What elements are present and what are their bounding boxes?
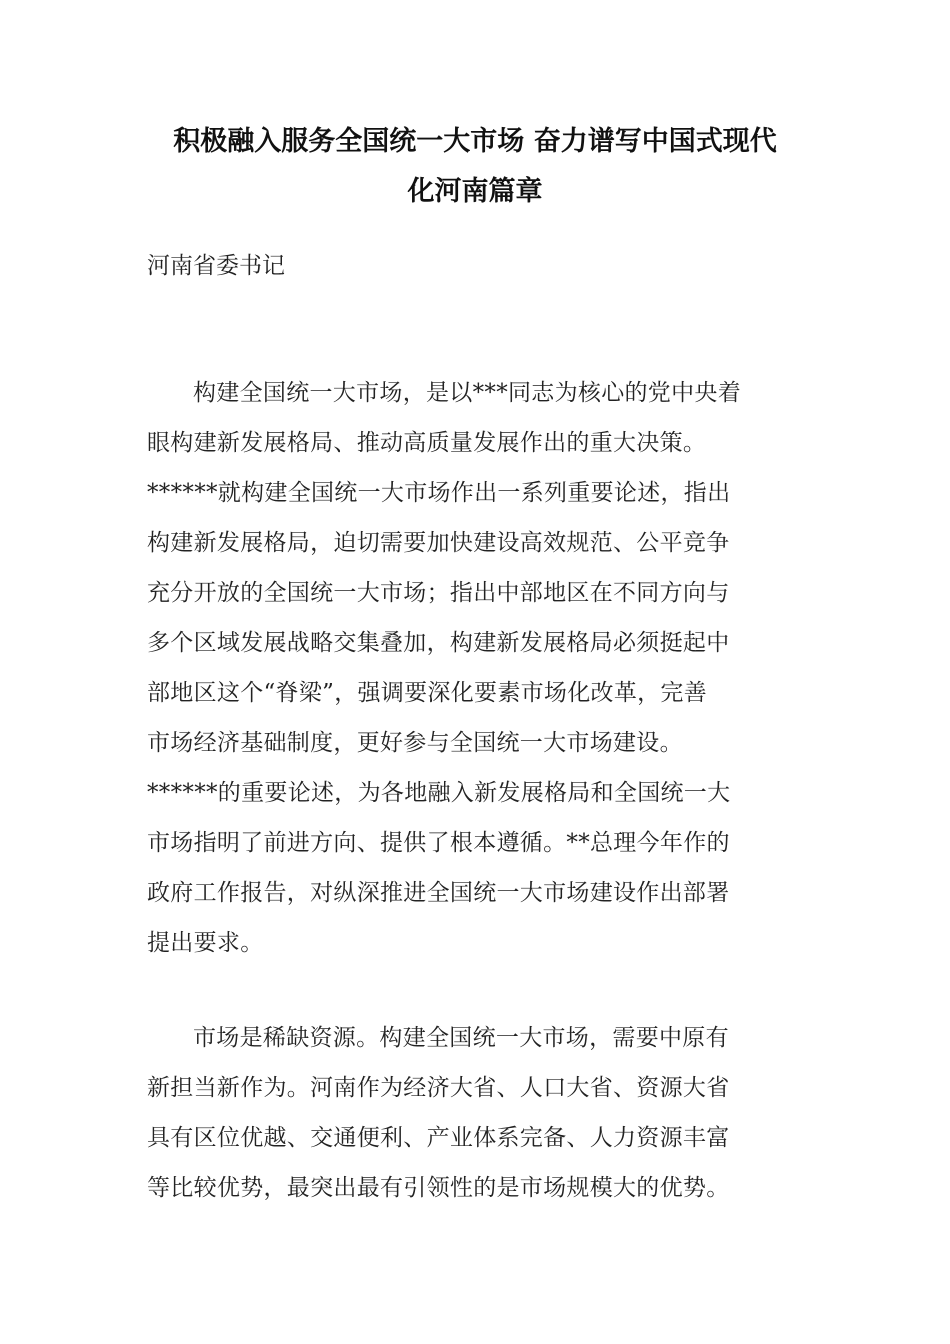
paragraph-line: 市场是稀缺资源。构建全国统一大市场，需要中原有: [193, 1025, 729, 1051]
paragraph-line: 部地区这个“脊梁”，强调要深化要素市场化改革，完善: [147, 680, 708, 706]
paragraph-line: 具有区位优越、交通便利、产业体系完备、人力资源丰富: [147, 1125, 730, 1151]
paragraph-line: 市场经济基础制度，更好参与全国统一大市场建设。: [147, 730, 683, 756]
paragraph-line: 等比较优势，最突出最有引领性的是市场规模大的优势。: [147, 1175, 730, 1201]
title-line: 化河南篇章: [407, 176, 543, 207]
paragraph-line: ******就构建全国统一大市场作出一系列重要论述，指出: [147, 480, 731, 506]
title-line: 积极融入服务全国统一大市场 奋力谱写中国式现代: [173, 126, 777, 157]
paragraph-line: 充分开放的全国统一大市场；指出中部地区在不同方向与: [147, 580, 730, 606]
document-title: [120, 117, 830, 217]
paragraph-line: 新担当新作为。河南作为经济大省、人口大省、资源大省: [147, 1075, 730, 1101]
paragraph-line: 眼构建新发展格局、推动高质量发展作出的重大决策。: [147, 430, 707, 456]
paragraph-1: [147, 368, 807, 968]
paragraph-line: 构建新发展格局，迫切需要加快建设高效规范、公平竞争: [147, 530, 730, 556]
paragraph-line: 提出要求。: [147, 930, 264, 956]
paragraph-line: ******的重要论述，为各地融入新发展格局和全国统一大: [147, 780, 731, 806]
paragraph-line: 政府工作报告，对纵深推进全国统一大市场建设作出部署: [147, 880, 730, 906]
author-line: 河南省委书记: [147, 253, 285, 279]
paragraph-line: 构建全国统一大市场，是以***同志为核心的党中央着: [193, 380, 741, 406]
paragraph-2: [147, 1013, 807, 1213]
paragraph-line: 多个区域发展战略交集叠加，构建新发展格局必须挺起中: [147, 630, 730, 656]
paragraph-line: 市场指明了前进方向、提供了根本遵循。**总理今年作的: [147, 830, 730, 856]
